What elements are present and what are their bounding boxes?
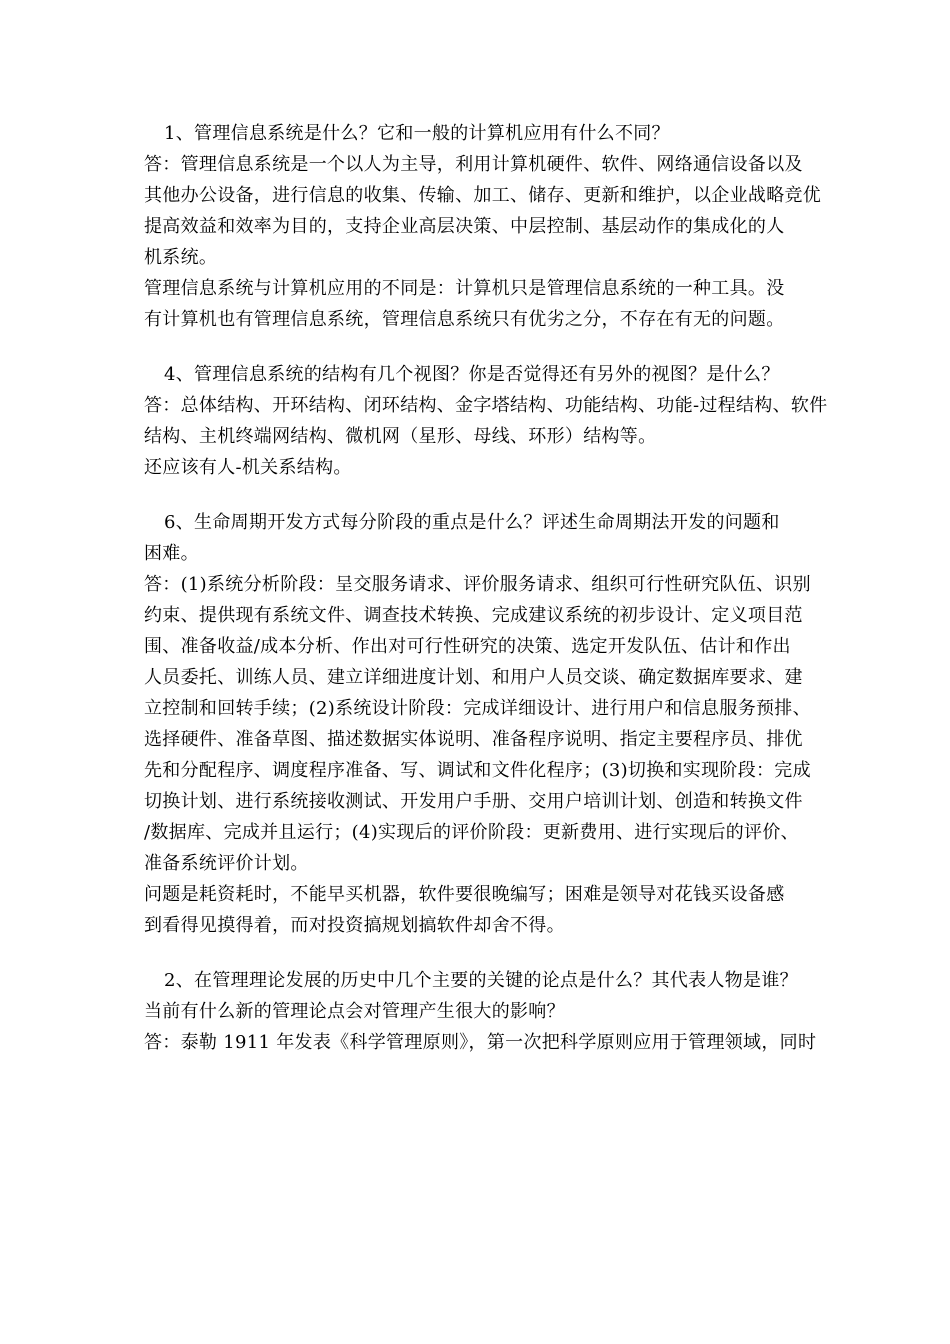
qa-section-2 (144, 965, 817, 1058)
answer-line: 到看得见摸得着，而对投资搞规划搞软件却舍不得。 (144, 915, 565, 936)
answer-line: 答：(1)系统分析阶段：呈交服务请求、评价服务请求、组织可行性研究队伍、识别 (144, 574, 811, 595)
answer-line: 其他办公设备，进行信息的收集、传输、加工、储存、更新和维护，以企业战略竞优 (144, 185, 822, 206)
qa-section-6 (144, 507, 814, 941)
question-line: 困难。 (144, 543, 199, 564)
answer-line: 答：管理信息系统是一个以人为主导，利用计算机硬件、软件、网络通信设备以及 (144, 154, 803, 175)
question-line: 1、管理信息系统是什么？它和一般的计算机应用有什么不同？ (164, 123, 670, 144)
question-line: 2、在管理理论发展的历史中几个主要的关键的论点是什么？其代表人物是谁？ (164, 970, 798, 991)
answer-line: 还应该有人-机关系结构。 (144, 457, 352, 478)
answer-line: 人员委托、训练人员、建立详细进度计划、和用户人员交谈、确定数据库要求、建 (144, 667, 803, 688)
document-page (144, 118, 828, 1082)
answer-line: 答：泰勒 1911 年发表《科学管理原则》，第一次把科学原则应用于管理领域，同时 (144, 1032, 817, 1053)
answer-line: 管理信息系统与计算机应用的不同是：计算机只是管理信息系统的一种工具。没 (144, 278, 785, 299)
question-line: 4、管理信息系统的结构有几个视图？你是否觉得还有另外的视图？是什么？ (164, 364, 780, 385)
question-line: 当前有什么新的管理论点会对管理产生很大的影响？ (144, 1001, 565, 1022)
answer-line: 有计算机也有管理信息系统，管理信息系统只有优劣之分，不存在有无的问题。 (144, 309, 785, 330)
answer-line: 机系统。 (144, 247, 218, 268)
answer-line: 准备系统评价计划。 (144, 853, 309, 874)
answer-line: 约束、提供现有系统文件、调查技术转换、完成建议系统的初步设计、定义项目范 (144, 605, 803, 626)
answer-line: 立控制和回转手续；(2)系统设计阶段：完成详细设计、进行用户和信息服务预排、 (144, 698, 811, 719)
answer-line: 问题是耗资耗时，不能早买机器，软件要很晚编写；困难是领导对花钱买设备感 (144, 884, 785, 905)
answer-line: /数据库、完成并且运行；(4)实现后的评价阶段：更新费用、进行实现后的评价、 (144, 822, 799, 843)
answer-line: 切换计划、进行系统接收测试、开发用户手册、交用户培训计划、创造和转换文件 (144, 791, 803, 812)
answer-line: 先和分配程序、调度程序准备、写、调试和文件化程序；(3)切换和实现阶段：完成 (144, 760, 811, 781)
qa-section-1 (144, 118, 822, 335)
answer-line: 选择硬件、准备草图、描述数据实体说明、准备程序说明、指定主要程序员、排优 (144, 729, 803, 750)
question-line: 6、生命周期开发方式每分阶段的重点是什么？评述生命周期法开发的问题和 (164, 512, 780, 533)
qa-section-4 (144, 359, 828, 483)
answer-line: 提高效益和效率为目的，支持企业高层决策、中层控制、基层动作的集成化的人 (144, 216, 785, 237)
answer-line: 答：总体结构、开环结构、闭环结构、金字塔结构、功能结构、功能-过程结构、软件 (144, 395, 828, 416)
answer-line: 结构、主机终端网结构、微机网（星形、母线、环形）结构等。 (144, 426, 657, 447)
answer-line: 围、准备收益/成本分析、作出对可行性研究的决策、选定开发队伍、估计和作出 (144, 636, 791, 657)
